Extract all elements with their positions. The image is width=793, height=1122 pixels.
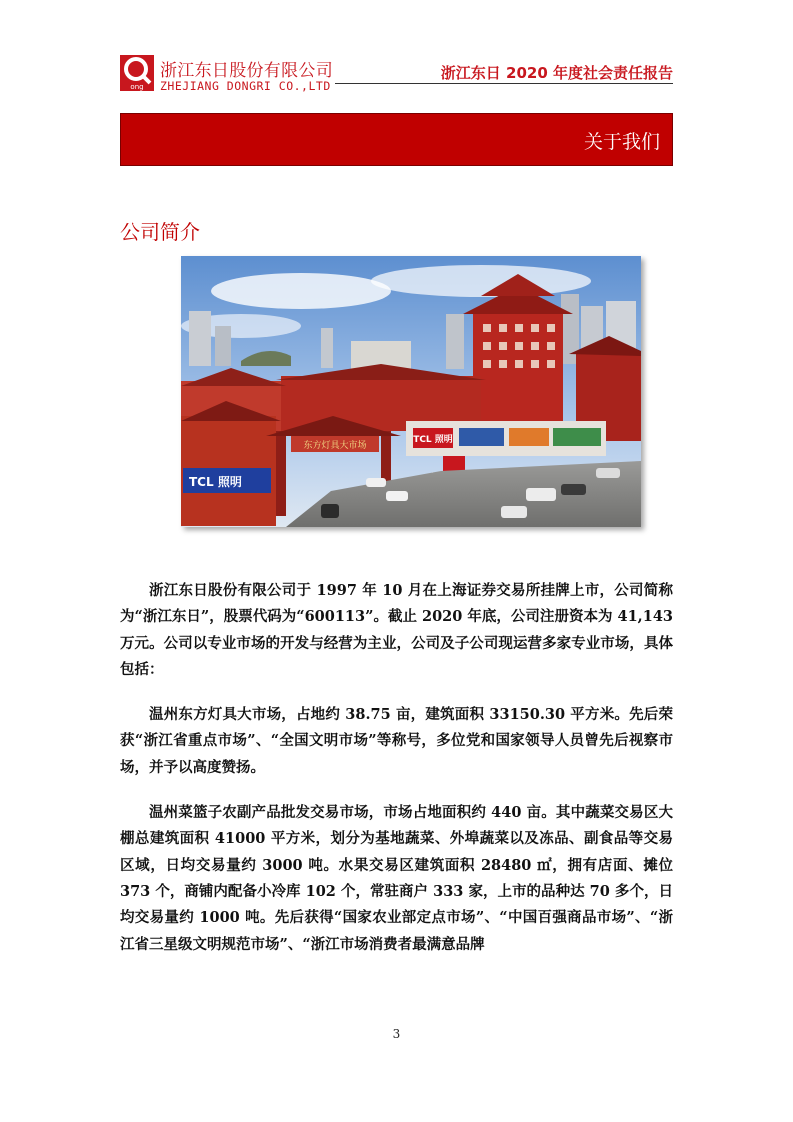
company-introduction — [120, 578, 673, 977]
svg-text:东方灯具大市场: 东方灯具大市场 — [303, 441, 367, 451]
svg-text:TCL 照明: TCL 照明 — [413, 435, 453, 445]
logo-company-name-en: ZHEJIANG DONGRI CO.,LTD — [160, 79, 331, 93]
svg-text:ong: ong — [130, 83, 144, 91]
section-title: 关于我们 — [583, 131, 660, 153]
header-divider — [335, 83, 673, 84]
market-photo-illustration — [181, 256, 641, 527]
paragraph: 浙江东日股份有限公司于 1997 年 10 月在上海证券交易所挂牌上市，公司简称为“浙江东日”，股票代码为“600113”。截止 2020 年底，公司注册资本为 41,143 万元。公司以专业市场的开发与经营为主业，公司及子公司现运营多家专业市场，具体包括： — [120, 582, 673, 678]
section-banner — [120, 113, 673, 166]
logo-mark-icon — [120, 55, 154, 91]
paragraph: 温州东方灯具大市场，占地约 38.75 亩，建筑面积 33150.30 平方米。先后荣获“浙江省重点市场”、“全国文明市场”等称号，多位党和国家领导人员曾先后视察市场，并予以高度赞扬。 — [120, 706, 673, 776]
company-logo — [120, 55, 335, 95]
report-title: 浙江东日 2020 年度社会责任报告 — [440, 64, 673, 82]
paragraph: 温州菜篮子农副产品批发交易市场，市场占地面积约 440 亩。其中蔬菜交易区大棚总建筑面积 41000 平方米，划分为基地蔬菜、外埠蔬菜以及冻品、副食品等交易区域，日均交易量约 3000 吨。水果交易区建筑面积 28480 ㎡，拥有店面、摊位 373 个，商铺内配备小冷库 102 个，常驻商户 333 家，上市的品种达 70 多个，日均交易量约 1000 吨。先后获得“国家农业部定点市场”、“中国百强商品市场”、“浙江省三星级文明规范市场”、“浙江市场消费者最满意品牌 — [120, 804, 673, 953]
market-photo — [181, 256, 641, 527]
subsection-title: 公司简介 — [120, 220, 200, 244]
logo-company-name-cn: 浙江东日股份有限公司 — [160, 61, 333, 81]
page-number: 3 — [392, 1027, 401, 1041]
svg-text:TCL 照明: TCL 照明 — [189, 475, 242, 489]
